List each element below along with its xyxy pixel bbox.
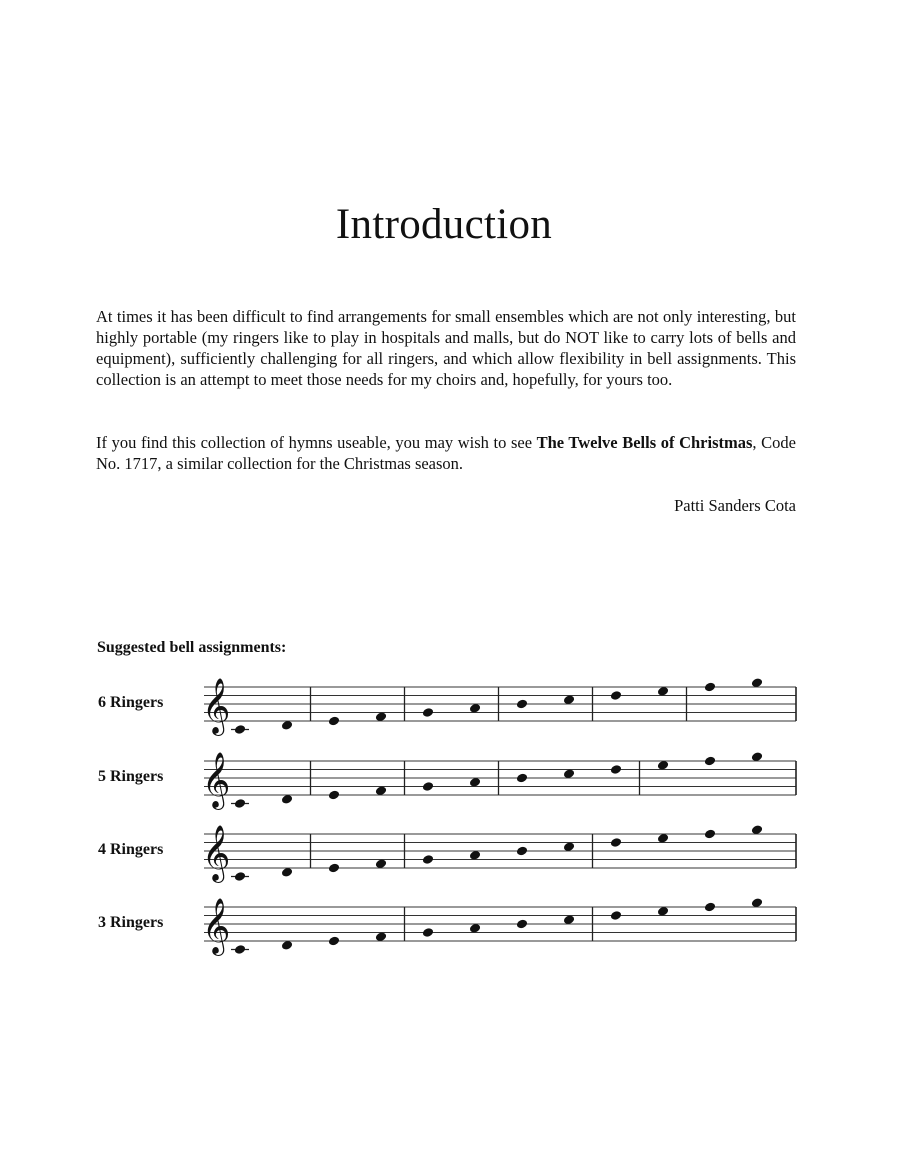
note-head (516, 918, 529, 929)
treble-clef-icon: 𝄞 (202, 752, 231, 808)
ringer-assignment-row (0, 678, 900, 763)
note-head (610, 764, 623, 775)
treble-clef-icon: 𝄞 (202, 898, 231, 954)
reference-text-end: , Code No. 1717, a similar collection for the Christmas season. (96, 433, 796, 473)
note-head (516, 845, 529, 856)
bell-assignment-staff (200, 825, 800, 910)
note-head (610, 837, 623, 848)
page-title: Introduction (335, 201, 553, 248)
treble-clef-icon: 𝄞 (202, 825, 231, 881)
note-head (328, 862, 341, 873)
note-head (234, 944, 247, 955)
note-head (704, 681, 717, 692)
intro-paragraph: At times it has been difficult to find arrangements for small ensembles which are not only interesting, but highly portable (my ringers like to play in hospitals and malls, but do NOT like to carry lots of bells and equipment), sufficiently challenging for all ringers, and which allow flexibility in bell assignments. This collection is an attempt to meet those needs for my choirs and, hopefully, for yours too. (96, 307, 796, 389)
note-head (328, 715, 341, 726)
note-head (704, 755, 717, 766)
bell-assignment-staff (200, 678, 800, 763)
bell-assignment-staff (200, 898, 800, 983)
note-head (328, 789, 341, 800)
note-head (704, 901, 717, 912)
bell-assignments-heading: Suggested bell assignments: (97, 639, 287, 656)
note-head (234, 798, 247, 809)
note-head (234, 724, 247, 735)
note-head (610, 910, 623, 921)
ringer-count-label: 3 Ringers (98, 914, 164, 931)
reference-paragraph (96, 432, 796, 474)
ringer-count-label: 6 Ringers (98, 694, 164, 711)
note-head (422, 707, 435, 718)
ringer-count-label: 4 Ringers (98, 841, 164, 858)
ringer-assignment-row (0, 898, 900, 983)
note-head (328, 935, 341, 946)
ringer-count-label: 5 Ringers (98, 768, 164, 785)
author-signature: Patti Sanders Cota (674, 496, 796, 515)
treble-clef-icon: 𝄞 (202, 678, 231, 734)
note-head (610, 690, 623, 701)
note-head (422, 854, 435, 865)
ringer-assignment-row (0, 752, 900, 837)
note-head (516, 698, 529, 709)
note-head (516, 772, 529, 783)
note-head (704, 828, 717, 839)
ringer-assignment-row (0, 825, 900, 910)
bell-assignment-staff (200, 752, 800, 837)
referenced-collection-title: The Twelve Bells of Christmas (536, 433, 753, 452)
note-head (422, 781, 435, 792)
reference-text-start: If you find this collection of hymns useable, you may wish to see (96, 433, 537, 452)
note-head (422, 927, 435, 938)
note-head (234, 871, 247, 882)
